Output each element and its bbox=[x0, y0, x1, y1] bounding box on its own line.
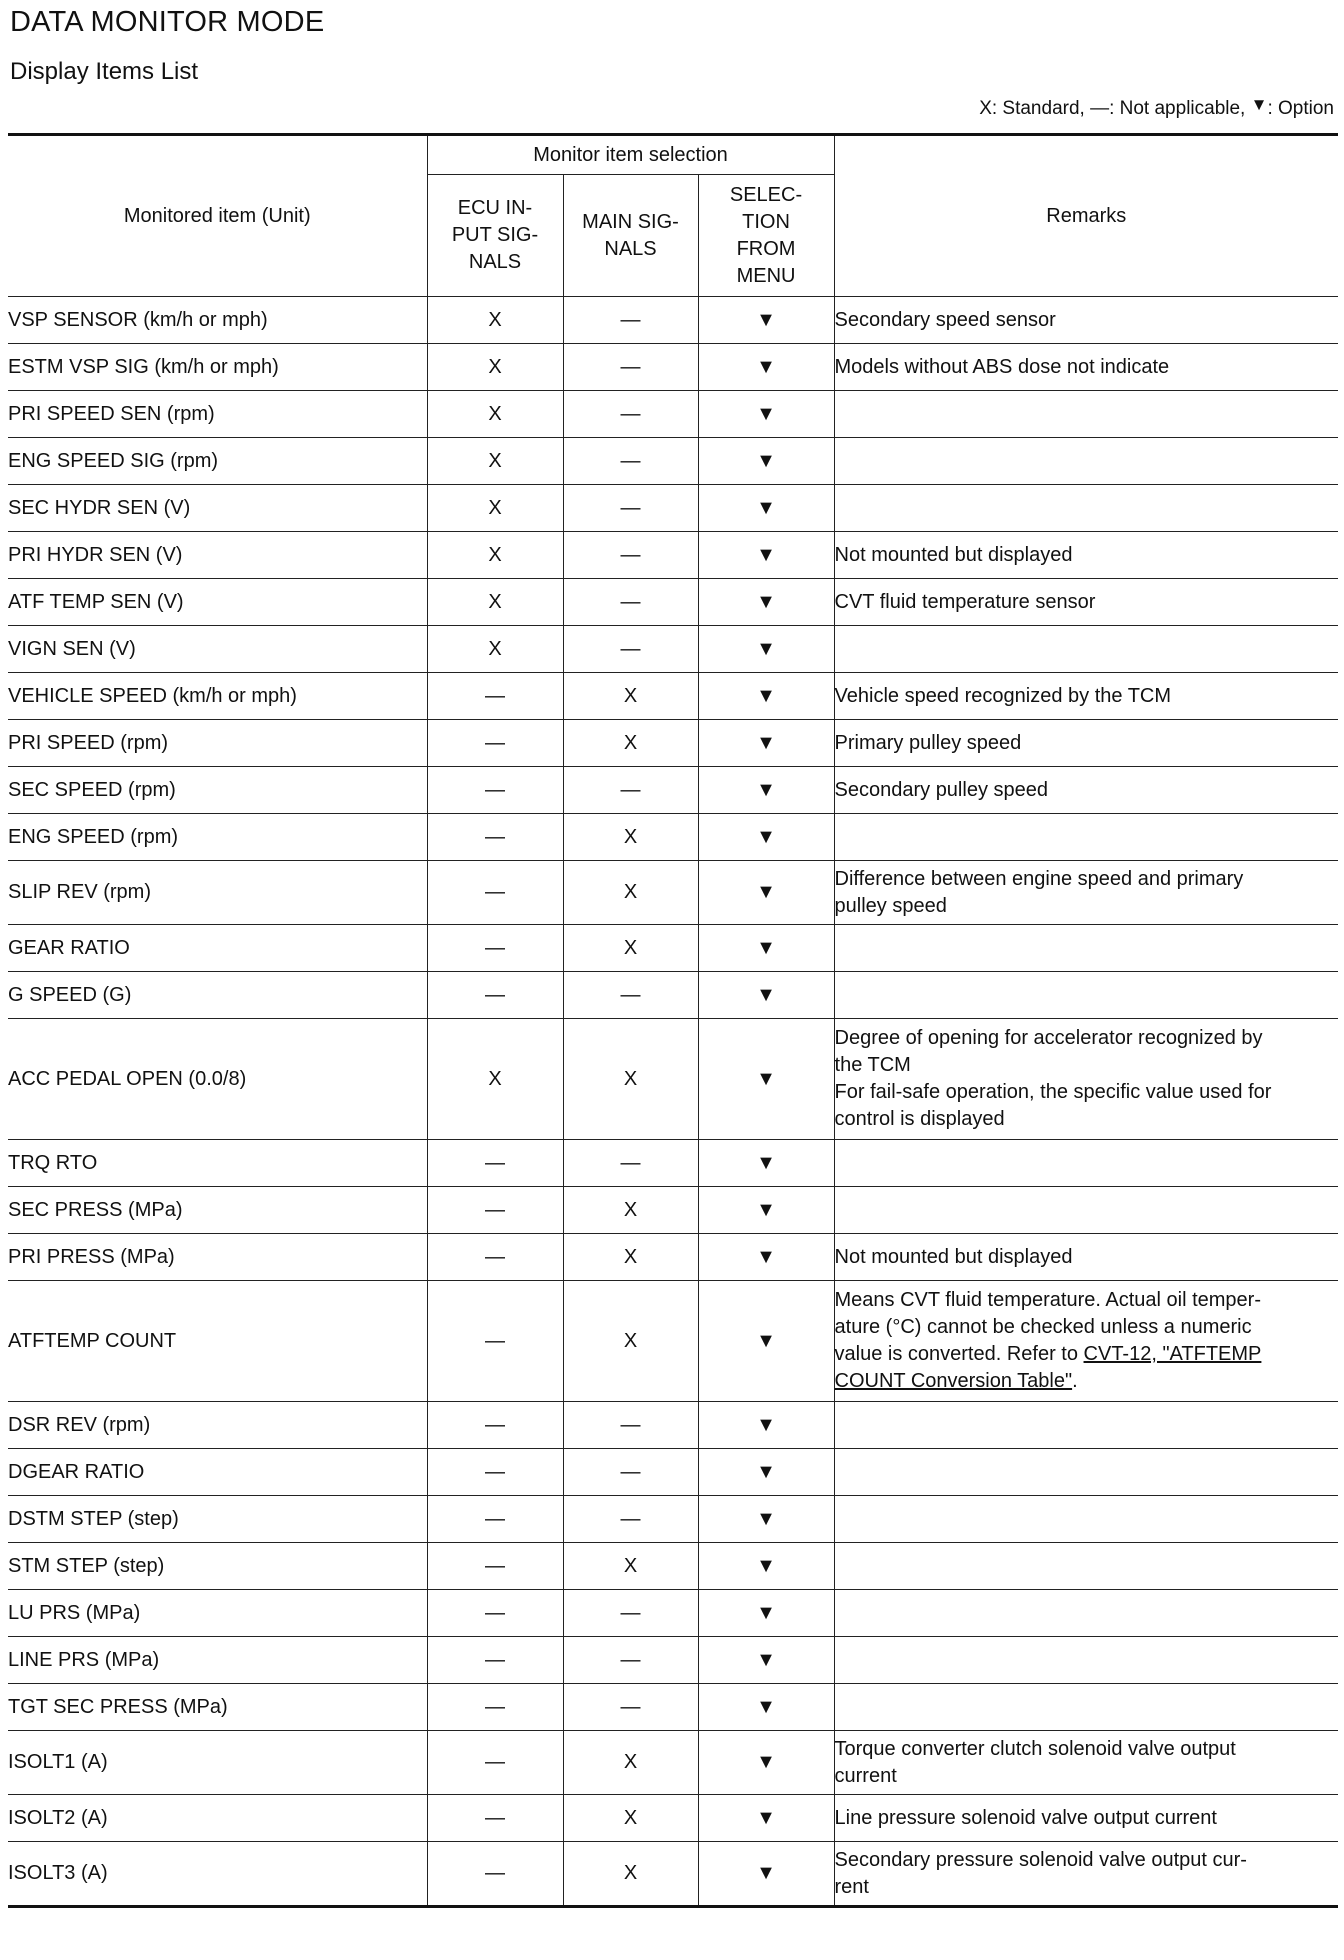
item-cell: ENG SPEED (rpm) bbox=[8, 814, 427, 861]
main-cell: X bbox=[563, 1543, 698, 1590]
remarks-cell bbox=[834, 1496, 1338, 1543]
item-cell: ISOLT2 (A) bbox=[8, 1795, 427, 1842]
table-row bbox=[8, 1140, 1338, 1187]
ecu-cell: X bbox=[427, 626, 563, 673]
main-cell: X bbox=[563, 861, 698, 925]
option-triangle-icon: ▼ bbox=[1250, 95, 1268, 114]
header-line: ECU IN- bbox=[457, 197, 533, 219]
item-cell: PRI SPEED SEN (rpm) bbox=[8, 391, 427, 438]
remarks-cell: Vehicle speed recognized by the TCM bbox=[834, 673, 1338, 720]
remarks-cell bbox=[834, 1019, 1338, 1140]
option-triangle-icon: ▼ bbox=[698, 1019, 834, 1140]
header-line: NALS bbox=[604, 237, 657, 260]
ecu-cell: — bbox=[427, 1637, 563, 1684]
ecu-cell: — bbox=[427, 1684, 563, 1731]
ecu-cell: X bbox=[427, 532, 563, 579]
remarks-cell: Primary pulley speed bbox=[834, 720, 1338, 767]
remarks-cell bbox=[834, 1449, 1338, 1496]
table-row bbox=[8, 344, 1338, 391]
remarks-cell: Models without ABS dose not indicate bbox=[834, 344, 1338, 391]
legend-prefix: X: Standard, —: Not applicable, bbox=[979, 98, 1251, 119]
item-cell: VEHICLE SPEED (km/h or mph) bbox=[8, 673, 427, 720]
ecu-cell: — bbox=[427, 1496, 563, 1543]
remarks-line: ature (°C) cannot be checked unless a numeric bbox=[834, 1316, 1252, 1338]
ecu-cell: — bbox=[427, 925, 563, 972]
remarks-cell: Not mounted but displayed bbox=[834, 532, 1338, 579]
item-cell: VSP SENSOR (km/h or mph) bbox=[8, 297, 427, 344]
ecu-cell: X bbox=[427, 344, 563, 391]
header-line: TION bbox=[742, 210, 790, 233]
remarks-cell: Secondary speed sensor bbox=[834, 297, 1338, 344]
table-row bbox=[8, 391, 1338, 438]
table-row bbox=[8, 1842, 1338, 1907]
table-row bbox=[8, 720, 1338, 767]
header-line: SELEC- bbox=[729, 183, 803, 206]
table-row bbox=[8, 972, 1338, 1019]
main-cell: — bbox=[563, 1590, 698, 1637]
item-cell: STM STEP (step) bbox=[8, 1543, 427, 1590]
remarks-cell bbox=[834, 1543, 1338, 1590]
table-row bbox=[8, 861, 1338, 925]
item-cell: TRQ RTO bbox=[8, 1140, 427, 1187]
option-triangle-icon: ▼ bbox=[698, 485, 834, 532]
header-selection-from-menu bbox=[698, 175, 834, 297]
option-triangle-icon: ▼ bbox=[698, 1140, 834, 1187]
remarks-cell: CVT fluid temperature sensor bbox=[834, 579, 1338, 626]
table-row bbox=[8, 1496, 1338, 1543]
option-triangle-icon: ▼ bbox=[698, 925, 834, 972]
ecu-cell: — bbox=[427, 1543, 563, 1590]
remarks-line bbox=[835, 1341, 1339, 1368]
item-cell: SEC HYDR SEN (V) bbox=[8, 485, 427, 532]
item-cell: ACC PEDAL OPEN (0.0/8) bbox=[8, 1019, 427, 1140]
main-cell: — bbox=[563, 485, 698, 532]
option-triangle-icon: ▼ bbox=[698, 297, 834, 344]
remarks-line: the TCM bbox=[834, 1054, 911, 1076]
header-remarks: Remarks bbox=[834, 135, 1338, 297]
table-row bbox=[8, 1449, 1338, 1496]
main-cell: X bbox=[563, 1795, 698, 1842]
item-cell: ENG SPEED SIG (rpm) bbox=[8, 438, 427, 485]
item-cell: ATF TEMP SEN (V) bbox=[8, 579, 427, 626]
table-row bbox=[8, 297, 1338, 344]
main-cell: X bbox=[563, 1234, 698, 1281]
table-row bbox=[8, 532, 1338, 579]
header-line: NALS bbox=[468, 251, 522, 273]
remarks-line: Torque converter clutch solenoid valve output bbox=[834, 1737, 1236, 1760]
remarks-line: Means CVT fluid temperature. Actual oil temper- bbox=[834, 1289, 1261, 1311]
item-cell: DSTM STEP (step) bbox=[8, 1496, 427, 1543]
remarks-cell bbox=[834, 626, 1338, 673]
option-triangle-icon: ▼ bbox=[698, 1684, 834, 1731]
display-items-table bbox=[8, 133, 1338, 1908]
item-cell: ATFTEMP COUNT bbox=[8, 1281, 427, 1402]
remarks-line: For fail-safe operation, the specific value used for bbox=[834, 1081, 1272, 1103]
item-cell: PRI PRESS (MPa) bbox=[8, 1234, 427, 1281]
remarks-period: . bbox=[1072, 1370, 1078, 1392]
main-cell: — bbox=[563, 438, 698, 485]
header-line: MENU bbox=[736, 264, 796, 287]
remarks-cell bbox=[834, 1187, 1338, 1234]
table-row bbox=[8, 1543, 1338, 1590]
table-row bbox=[8, 485, 1338, 532]
item-cell: TGT SEC PRESS (MPa) bbox=[8, 1684, 427, 1731]
item-cell: PRI SPEED (rpm) bbox=[8, 720, 427, 767]
item-cell: G SPEED (G) bbox=[8, 972, 427, 1019]
option-triangle-icon: ▼ bbox=[698, 1402, 834, 1449]
ecu-cell: — bbox=[427, 1140, 563, 1187]
item-cell: SLIP REV (rpm) bbox=[8, 861, 427, 925]
ecu-cell: — bbox=[427, 1449, 563, 1496]
remarks-line: rent bbox=[834, 1875, 869, 1898]
remarks-line: control is displayed bbox=[834, 1108, 1005, 1130]
main-cell: — bbox=[563, 1637, 698, 1684]
remarks-cell bbox=[834, 485, 1338, 532]
option-triangle-icon: ▼ bbox=[698, 344, 834, 391]
ecu-cell: — bbox=[427, 673, 563, 720]
option-triangle-icon: ▼ bbox=[698, 814, 834, 861]
ecu-cell: — bbox=[427, 1590, 563, 1637]
main-cell: — bbox=[563, 626, 698, 673]
option-triangle-icon: ▼ bbox=[698, 532, 834, 579]
section-subtitle: Display Items List bbox=[10, 58, 199, 85]
remarks-cell bbox=[834, 861, 1338, 925]
ecu-cell: X bbox=[427, 485, 563, 532]
main-cell: — bbox=[563, 579, 698, 626]
remarks-line: current bbox=[834, 1764, 897, 1787]
main-cell: — bbox=[563, 1684, 698, 1731]
table-row bbox=[8, 1402, 1338, 1449]
option-triangle-icon: ▼ bbox=[698, 1795, 834, 1842]
table-row bbox=[8, 1281, 1338, 1402]
remarks-cell bbox=[834, 1731, 1338, 1795]
table-row bbox=[8, 1187, 1338, 1234]
ecu-cell: — bbox=[427, 814, 563, 861]
table-row bbox=[8, 767, 1338, 814]
remarks-cell bbox=[834, 1281, 1338, 1402]
remarks-cell bbox=[834, 972, 1338, 1019]
item-cell: SEC SPEED (rpm) bbox=[8, 767, 427, 814]
ecu-cell: — bbox=[427, 1281, 563, 1402]
item-cell: SEC PRESS (MPa) bbox=[8, 1187, 427, 1234]
remarks-cell bbox=[834, 925, 1338, 972]
main-cell: X bbox=[563, 814, 698, 861]
option-triangle-icon: ▼ bbox=[698, 1449, 834, 1496]
option-triangle-icon: ▼ bbox=[698, 1281, 834, 1402]
main-cell: X bbox=[563, 1731, 698, 1795]
table-row bbox=[8, 1684, 1338, 1731]
ecu-cell: — bbox=[427, 1187, 563, 1234]
option-triangle-icon: ▼ bbox=[698, 391, 834, 438]
main-cell: — bbox=[563, 767, 698, 814]
ecu-cell: X bbox=[427, 297, 563, 344]
main-cell: X bbox=[563, 925, 698, 972]
item-cell: PRI HYDR SEN (V) bbox=[8, 532, 427, 579]
option-triangle-icon: ▼ bbox=[698, 673, 834, 720]
option-triangle-icon: ▼ bbox=[698, 1637, 834, 1684]
main-cell: — bbox=[563, 391, 698, 438]
remarks-cell bbox=[834, 1637, 1338, 1684]
main-cell: — bbox=[563, 532, 698, 579]
item-cell: VIGN SEN (V) bbox=[8, 626, 427, 673]
conversion-table-link[interactable]: COUNT Conversion Table" bbox=[834, 1370, 1073, 1392]
option-triangle-icon: ▼ bbox=[698, 438, 834, 485]
option-triangle-icon: ▼ bbox=[698, 972, 834, 1019]
ecu-cell: — bbox=[427, 861, 563, 925]
ecu-cell: X bbox=[427, 438, 563, 485]
item-cell: ISOLT1 (A) bbox=[8, 1731, 427, 1795]
ecu-cell: — bbox=[427, 972, 563, 1019]
header-line: MAIN SIG- bbox=[582, 210, 679, 233]
main-cell: — bbox=[563, 1402, 698, 1449]
ecu-cell: — bbox=[427, 1731, 563, 1795]
header-line: PUT SIG- bbox=[451, 224, 539, 246]
table-row bbox=[8, 1731, 1338, 1795]
option-triangle-icon: ▼ bbox=[698, 1543, 834, 1590]
item-cell: GEAR RATIO bbox=[8, 925, 427, 972]
item-cell: LU PRS (MPa) bbox=[8, 1590, 427, 1637]
option-triangle-icon: ▼ bbox=[698, 1842, 834, 1907]
remarks-line: pulley speed bbox=[834, 894, 947, 917]
main-cell: X bbox=[563, 1187, 698, 1234]
ecu-cell: — bbox=[427, 720, 563, 767]
option-triangle-icon: ▼ bbox=[698, 1496, 834, 1543]
table-row bbox=[8, 1637, 1338, 1684]
item-cell: ESTM VSP SIG (km/h or mph) bbox=[8, 344, 427, 391]
remarks-cell bbox=[834, 1684, 1338, 1731]
header-line: FROM bbox=[736, 237, 796, 260]
main-cell: X bbox=[563, 1281, 698, 1402]
main-cell: — bbox=[563, 1449, 698, 1496]
remarks-cell: Line pressure solenoid valve output current bbox=[834, 1795, 1338, 1842]
main-cell: X bbox=[563, 1842, 698, 1907]
header-monitor-item-selection: Monitor item selection bbox=[427, 135, 834, 175]
cvt-12-reference-link[interactable]: CVT-12, "ATFTEMP bbox=[1083, 1343, 1262, 1365]
table-row bbox=[8, 1590, 1338, 1637]
option-triangle-icon: ▼ bbox=[698, 1234, 834, 1281]
remarks-cell bbox=[834, 438, 1338, 485]
option-triangle-icon: ▼ bbox=[698, 720, 834, 767]
option-triangle-icon: ▼ bbox=[698, 579, 834, 626]
main-cell: — bbox=[563, 344, 698, 391]
remarks-line: Difference between engine speed and primary bbox=[834, 867, 1244, 890]
main-cell: X bbox=[563, 1019, 698, 1140]
remarks-line: Secondary pressure solenoid valve output cur- bbox=[834, 1848, 1247, 1871]
table-row bbox=[8, 814, 1338, 861]
item-cell: LINE PRS (MPa) bbox=[8, 1637, 427, 1684]
option-triangle-icon: ▼ bbox=[698, 767, 834, 814]
table-row bbox=[8, 673, 1338, 720]
option-triangle-icon: ▼ bbox=[698, 1590, 834, 1637]
option-triangle-icon: ▼ bbox=[698, 1731, 834, 1795]
remarks-line: Degree of opening for accelerator recognized by bbox=[834, 1027, 1263, 1049]
table-row bbox=[8, 1795, 1338, 1842]
table-row bbox=[8, 579, 1338, 626]
header-ecu-input-signals bbox=[427, 175, 563, 297]
page-title: DATA MONITOR MODE bbox=[10, 6, 325, 38]
table-row bbox=[8, 1234, 1338, 1281]
main-cell: X bbox=[563, 720, 698, 767]
item-cell: DGEAR RATIO bbox=[8, 1449, 427, 1496]
ecu-cell: — bbox=[427, 1795, 563, 1842]
ecu-cell: — bbox=[427, 1234, 563, 1281]
ecu-cell: X bbox=[427, 1019, 563, 1140]
remarks-cell bbox=[834, 814, 1338, 861]
ecu-cell: X bbox=[427, 579, 563, 626]
main-cell: — bbox=[563, 972, 698, 1019]
table-row bbox=[8, 626, 1338, 673]
ecu-cell: — bbox=[427, 767, 563, 814]
item-cell: DSR REV (rpm) bbox=[8, 1402, 427, 1449]
item-cell: ISOLT3 (A) bbox=[8, 1842, 427, 1907]
table-row bbox=[8, 438, 1338, 485]
legend-suffix: : Option bbox=[1267, 98, 1334, 119]
main-cell: — bbox=[563, 1140, 698, 1187]
ecu-cell: — bbox=[427, 1402, 563, 1449]
option-triangle-icon: ▼ bbox=[698, 626, 834, 673]
option-triangle-icon: ▼ bbox=[698, 1187, 834, 1234]
ecu-cell: X bbox=[427, 391, 563, 438]
header-main-signals bbox=[563, 175, 698, 297]
table-row bbox=[8, 925, 1338, 972]
legend bbox=[979, 95, 1334, 120]
remarks-cell bbox=[834, 1842, 1338, 1907]
remarks-line bbox=[835, 1368, 1339, 1395]
option-triangle-icon: ▼ bbox=[698, 861, 834, 925]
remarks-cell bbox=[834, 391, 1338, 438]
remarks-cell: Secondary pulley speed bbox=[834, 767, 1338, 814]
remarks-cell bbox=[834, 1590, 1338, 1637]
header-monitored-item: Monitored item (Unit) bbox=[8, 135, 427, 297]
main-cell: — bbox=[563, 297, 698, 344]
main-cell: — bbox=[563, 1496, 698, 1543]
remarks-cell bbox=[834, 1402, 1338, 1449]
ecu-cell: — bbox=[427, 1842, 563, 1907]
main-cell: X bbox=[563, 673, 698, 720]
remarks-cell bbox=[834, 1140, 1338, 1187]
remarks-text: value is converted. Refer to bbox=[834, 1343, 1084, 1365]
table-row bbox=[8, 1019, 1338, 1140]
remarks-cell: Not mounted but displayed bbox=[834, 1234, 1338, 1281]
